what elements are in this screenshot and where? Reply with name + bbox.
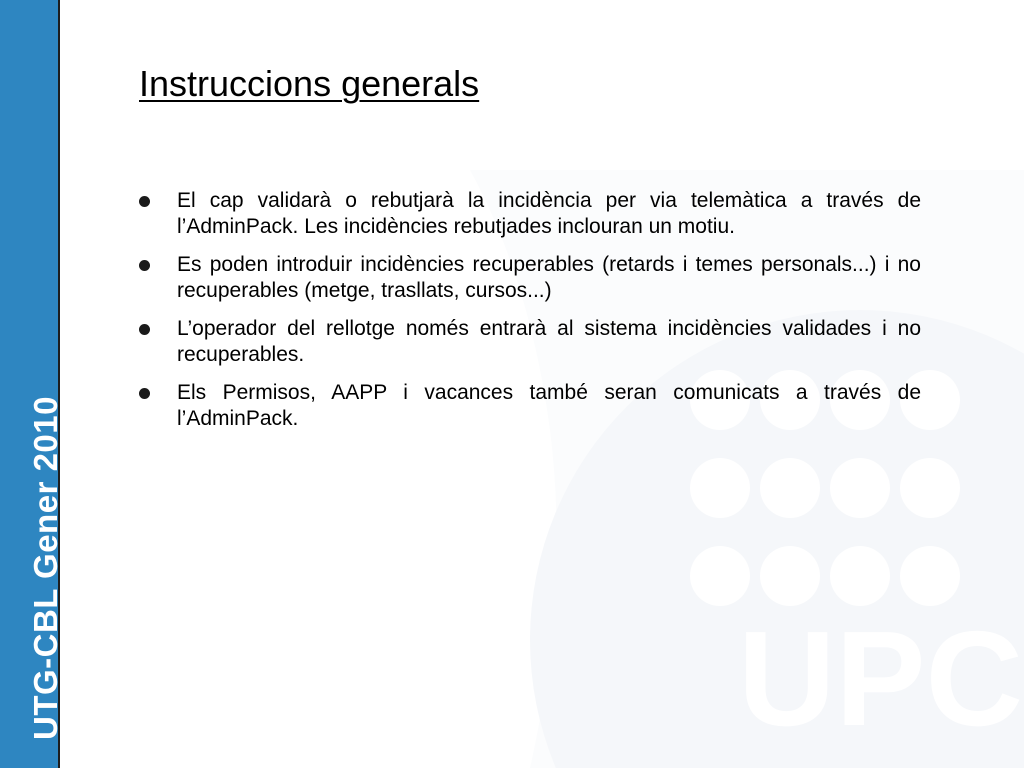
bullet-item [137, 188, 921, 240]
bullet-dot-icon [139, 196, 150, 207]
bullet-item [137, 380, 921, 432]
bullet-item [137, 252, 921, 304]
bullet-dot-icon [139, 324, 150, 335]
bullet-text: Els Permisos, AAPP i vacances també seran comunicats a través de l’AdminPack. [177, 381, 921, 430]
bullet-list [137, 188, 921, 444]
watermark-upc-text: UPC [738, 603, 1024, 754]
bullet-text: Es poden introduir incidències recuperables (retards i temes personals...) i no recuperables (metge, trasllats, cursos...) [177, 253, 921, 302]
bullet-dot-icon [139, 388, 150, 399]
bullet-item [137, 316, 921, 368]
bullet-text: El cap validarà o rebutjarà la incidència per via telemàtica a través de l’AdminPack. Les incidències rebutjades inclouran un motiu. [177, 189, 921, 238]
bullet-text: L’operador del rellotge només entrarà al sistema incidències validades i no recuperables. [177, 317, 921, 366]
slide-title: Instruccions generals [139, 63, 480, 104]
sidebar-band [0, 0, 64, 768]
sidebar-label: UTG-CBL Gener 2010 [27, 396, 64, 740]
bullet-dot-icon [139, 260, 150, 271]
